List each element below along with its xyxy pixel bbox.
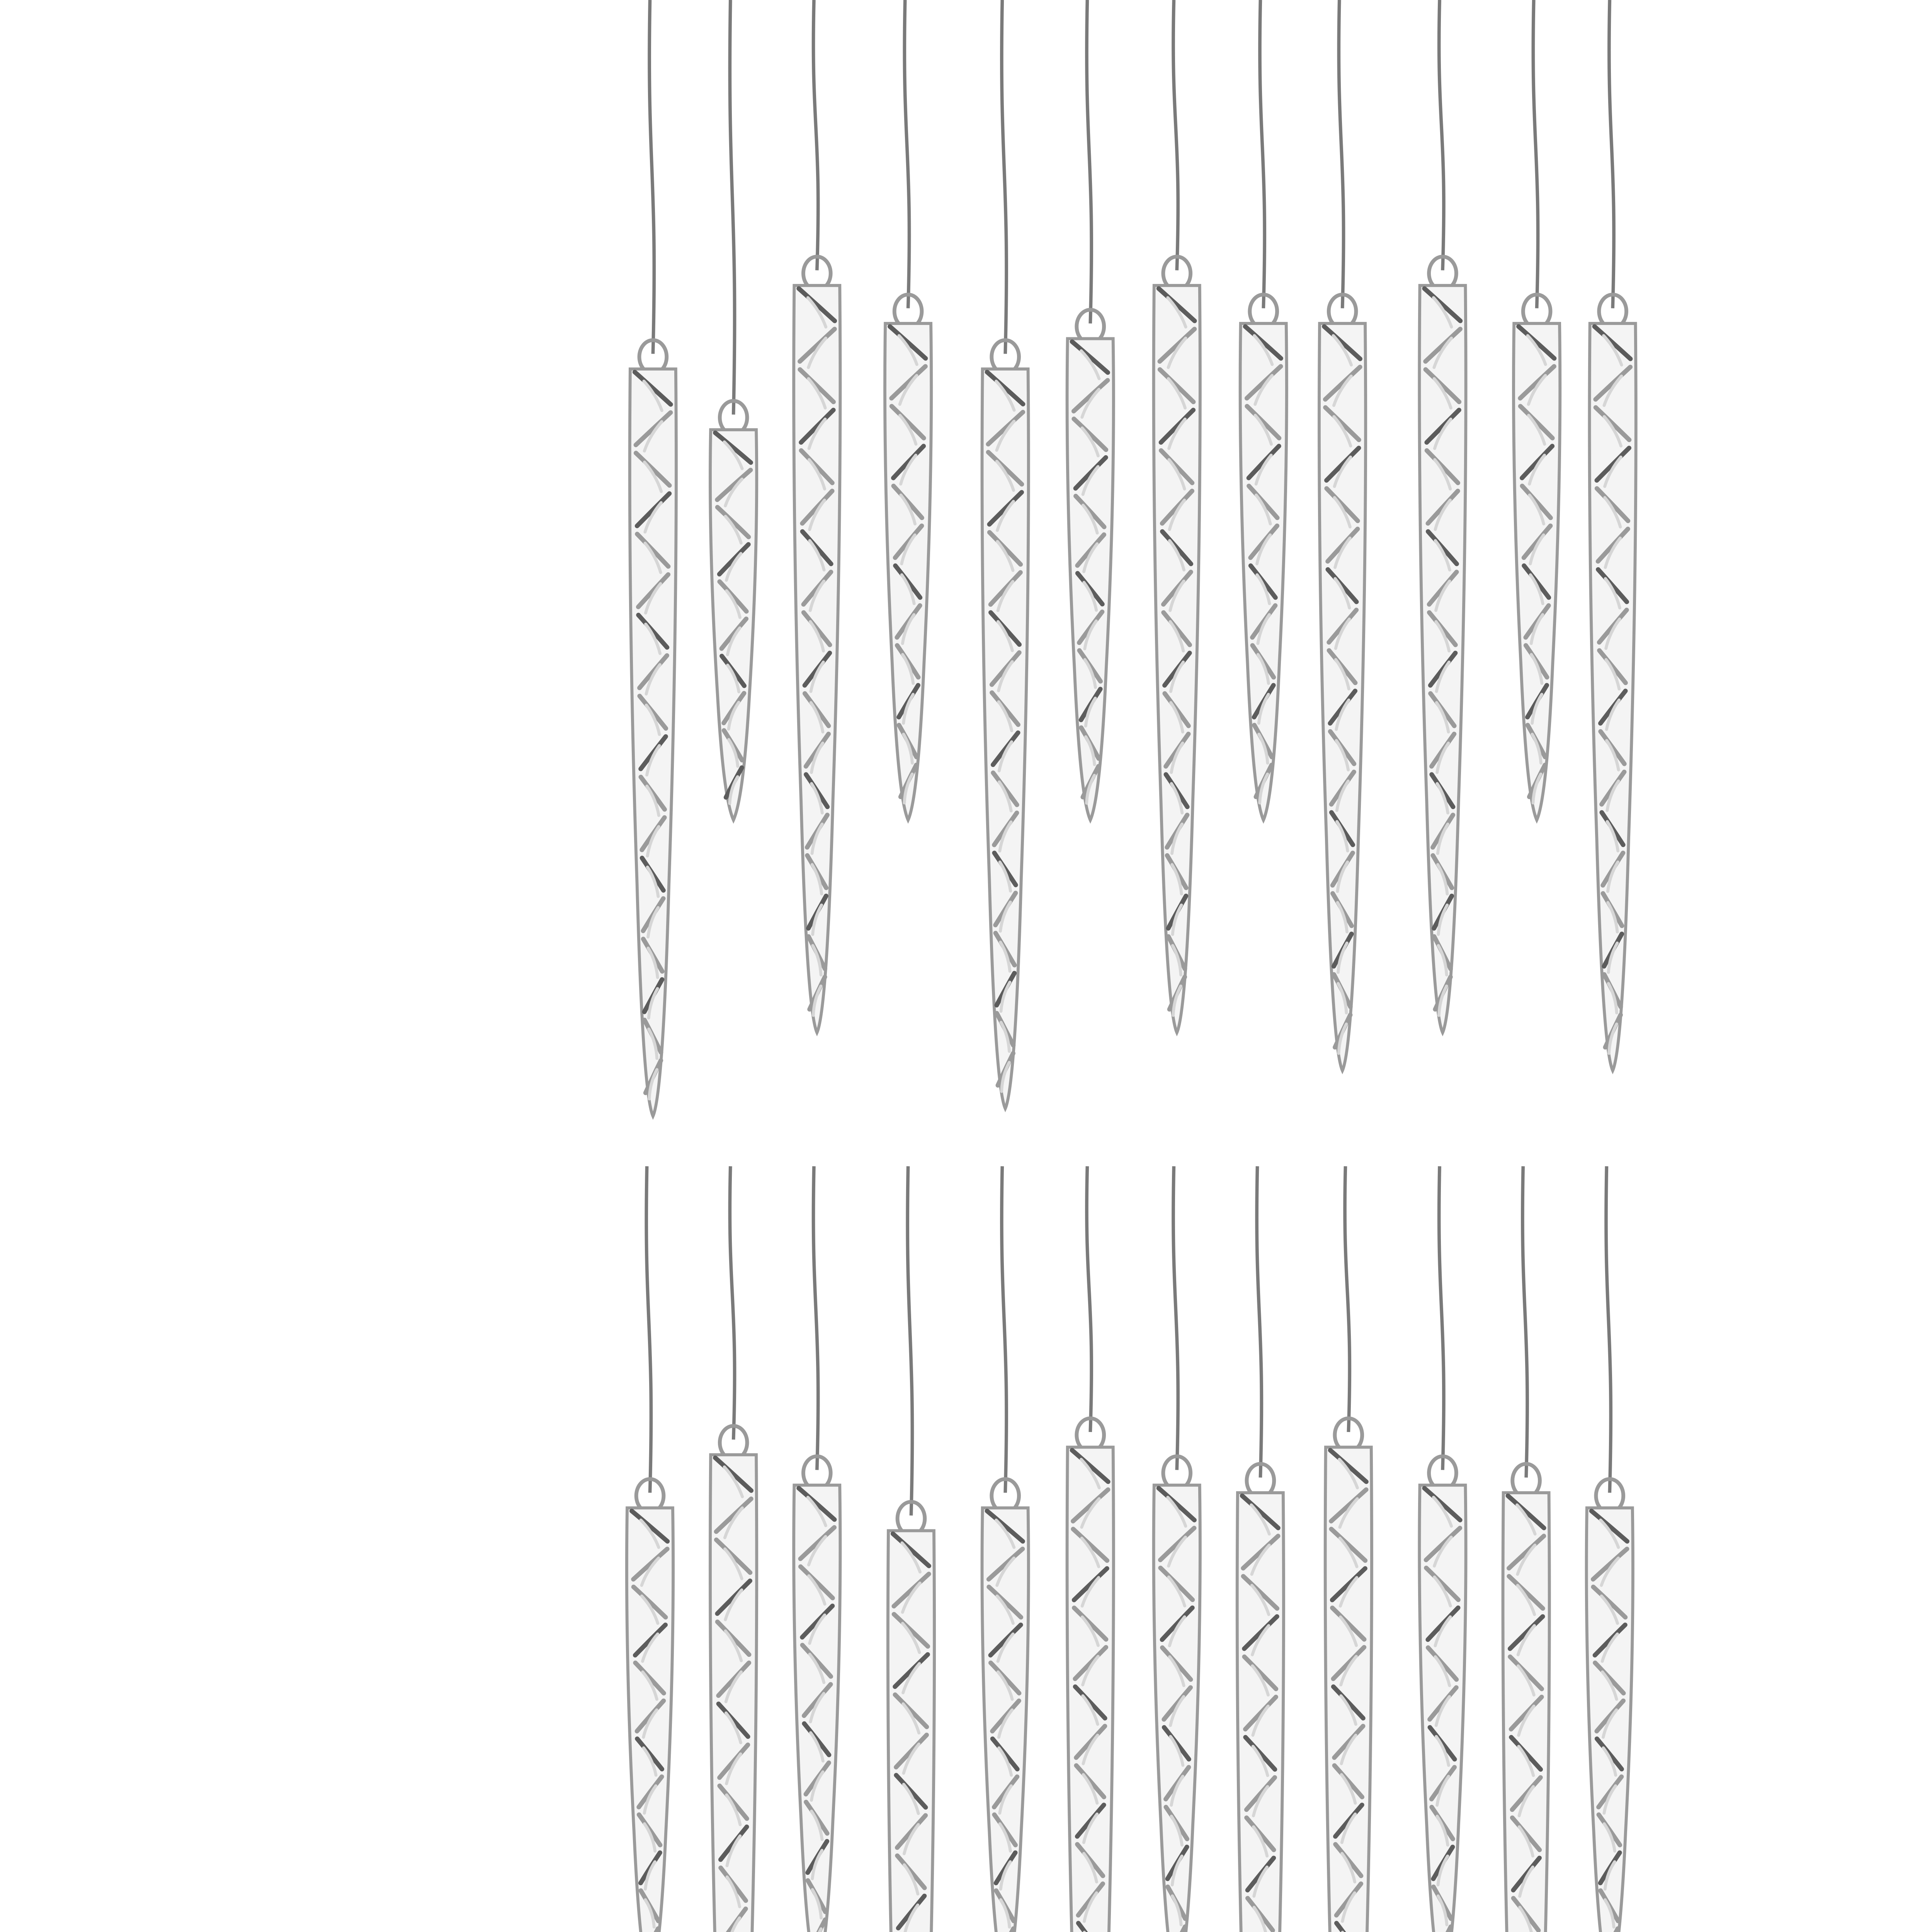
glass-body — [710, 1455, 757, 1932]
